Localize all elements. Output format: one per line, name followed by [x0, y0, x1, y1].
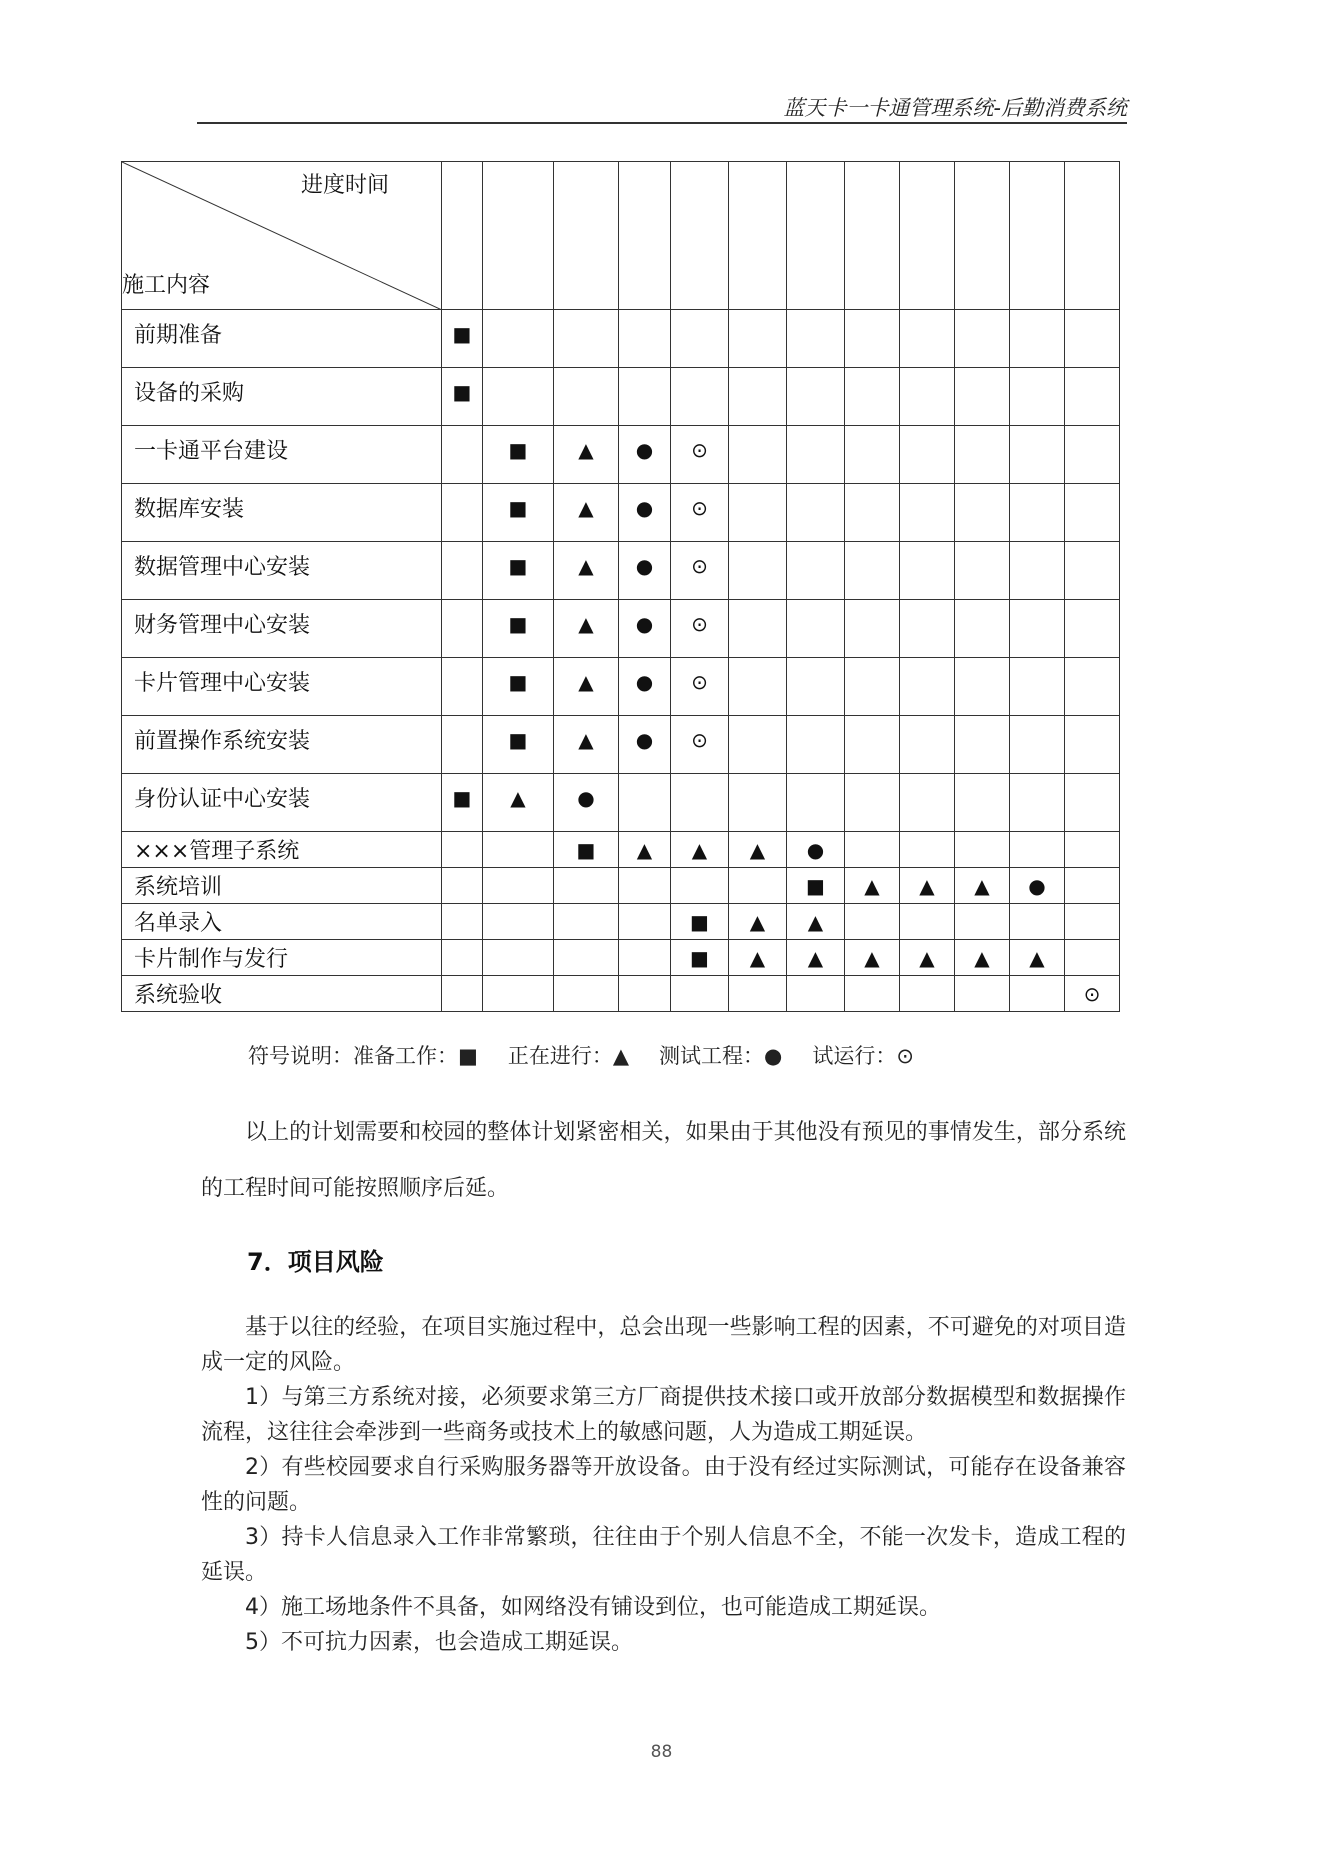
schedule-cell — [900, 976, 955, 1012]
schedule-cell — [671, 904, 729, 940]
schedule-cell — [442, 904, 483, 940]
schedule-cell — [671, 368, 729, 426]
schedule-symbol: ● — [635, 612, 654, 636]
schedule-cell — [619, 542, 671, 600]
schedule-symbol: ▲ — [691, 837, 708, 862]
schedule-cell — [955, 310, 1010, 368]
schedule-cell — [1065, 310, 1120, 368]
risk-item-text: 1）与第三方系统对接，必须要求第三方厂商提供技术接口或开放部分数据模型和数据操作流程，这往往会牵涉到一些商务或技术上的敏感问题，人为造成工期延误。 — [201, 1385, 1126, 1445]
schedule-cell — [554, 940, 619, 976]
schedule-cell — [671, 484, 729, 542]
schedule-symbol: ● — [806, 837, 825, 862]
schedule-cell — [787, 904, 845, 940]
schedule-cell — [1065, 658, 1120, 716]
schedule-cell — [1065, 368, 1120, 426]
schedule-cell — [1065, 426, 1120, 484]
schedule-cell — [900, 542, 955, 600]
schedule-cell — [671, 976, 729, 1012]
schedule-symbol: ■ — [452, 786, 472, 810]
schedule-cell — [900, 904, 955, 940]
schedule-cell — [955, 716, 1010, 774]
header-cell — [787, 162, 845, 310]
section-heading: 7．项目风险 — [247, 1248, 384, 1276]
schedule-cell — [787, 542, 845, 600]
schedule-cell — [900, 774, 955, 832]
legend-item-prepare: 准备工作：■ — [353, 1044, 478, 1068]
schedule-cell — [729, 940, 787, 976]
task-cell: 一卡通平台建设 — [122, 426, 442, 484]
schedule-cell — [483, 904, 554, 940]
legend-label: 符号说明： — [248, 1044, 353, 1068]
schedule-symbol: ● — [635, 438, 654, 462]
schedule-cell — [483, 310, 554, 368]
schedule-symbol: ■ — [508, 670, 528, 694]
schedule-symbol: ▲ — [919, 873, 935, 898]
schedule-symbol: ⊙ — [691, 728, 708, 752]
schedule-cell — [787, 868, 845, 904]
schedule-cell — [845, 904, 900, 940]
schedule-cell — [1065, 716, 1120, 774]
risk-item-text: 3）持卡人信息录入工作非常繁琐，往往由于个别人信息不全，不能一次发卡，造成工程的延误。 — [201, 1525, 1126, 1585]
risk-item-4 — [201, 1590, 1126, 1625]
legend-item-in-progress: 正在进行：▲ — [507, 1044, 629, 1068]
schedule-symbol: ⊙ — [1083, 981, 1101, 1006]
schedule-symbol: ▲ — [864, 945, 880, 970]
task-cell: 卡片制作与发行 — [122, 940, 442, 976]
table-row — [122, 868, 1120, 904]
schedule-cell — [442, 940, 483, 976]
schedule-cell — [619, 832, 671, 868]
schedule-cell — [1065, 976, 1120, 1012]
schedule-cell — [442, 832, 483, 868]
table-row — [122, 940, 1120, 976]
schedule-cell — [845, 940, 900, 976]
page-number: 88 — [650, 1742, 673, 1762]
schedule-cell — [619, 716, 671, 774]
schedule-symbol: ▲ — [578, 612, 594, 636]
risk-item-2 — [201, 1450, 1126, 1520]
schedule-cell — [483, 940, 554, 976]
schedule-cell — [554, 868, 619, 904]
schedule-symbol: ■ — [452, 322, 472, 346]
table-row — [122, 600, 1120, 658]
schedule-cell — [845, 600, 900, 658]
schedule-cell — [1065, 832, 1120, 868]
schedule-cell — [787, 484, 845, 542]
schedule-cell — [483, 774, 554, 832]
schedule-cell — [483, 368, 554, 426]
schedule-cell — [554, 774, 619, 832]
schedule-symbol: ● — [1028, 873, 1046, 898]
schedule-cell — [787, 368, 845, 426]
schedule-cell — [483, 832, 554, 868]
schedule-cell — [483, 542, 554, 600]
schedule-cell — [900, 310, 955, 368]
schedule-cell — [845, 542, 900, 600]
schedule-cell — [729, 600, 787, 658]
schedule-cell — [955, 868, 1010, 904]
schedule-cell — [900, 832, 955, 868]
task-cell: 设备的采购 — [122, 368, 442, 426]
schedule-cell — [619, 600, 671, 658]
schedule-cell — [483, 600, 554, 658]
task-cell: 数据管理中心安装 — [122, 542, 442, 600]
schedule-cell — [1065, 774, 1120, 832]
task-cell: 前置操作系统安装 — [122, 716, 442, 774]
schedule-cell — [845, 658, 900, 716]
schedule-cell — [554, 600, 619, 658]
schedule-symbol: ⊙ — [691, 554, 708, 578]
schedule-symbol: ▲ — [578, 496, 594, 520]
schedule-cell — [955, 542, 1010, 600]
schedule-cell — [729, 774, 787, 832]
schedule-symbol: ▲ — [974, 873, 990, 898]
header-cell — [554, 162, 619, 310]
schedule-cell — [787, 832, 845, 868]
schedule-cell — [729, 832, 787, 868]
schedule-cell — [619, 484, 671, 542]
schedule-cell — [442, 716, 483, 774]
table-row — [122, 774, 1120, 832]
schedule-cell — [787, 774, 845, 832]
schedule-cell — [554, 716, 619, 774]
schedule-symbol: ⊙ — [691, 612, 708, 636]
schedule-cell — [955, 976, 1010, 1012]
schedule-symbol: ■ — [508, 438, 528, 462]
schedule-cell — [442, 542, 483, 600]
schedule-cell — [845, 976, 900, 1012]
schedule-cell — [729, 368, 787, 426]
schedule-cell — [442, 310, 483, 368]
schedule-cell — [787, 426, 845, 484]
schedule-cell — [900, 658, 955, 716]
schedule-cell — [1010, 426, 1065, 484]
table-header-row — [122, 162, 1120, 310]
schedule-cell — [483, 426, 554, 484]
symbol-legend — [248, 1040, 944, 1070]
schedule-symbol: ■ — [508, 554, 528, 578]
task-cell: 前期准备 — [122, 310, 442, 368]
table-row — [122, 368, 1120, 426]
schedule-cell — [619, 976, 671, 1012]
risk-item-text: 2）有些校园要求自行采购服务器等开放设备。由于没有经过实际测试，可能存在设备兼容性的问题。 — [201, 1455, 1126, 1515]
schedule-cell — [955, 940, 1010, 976]
schedule-symbol: ▲ — [749, 909, 766, 934]
schedule-cell — [483, 484, 554, 542]
schedule-cell — [1010, 658, 1065, 716]
schedule-cell — [442, 484, 483, 542]
task-cell: 系统验收 — [122, 976, 442, 1012]
schedule-symbol: ▲ — [578, 670, 594, 694]
schedule-cell — [483, 976, 554, 1012]
schedule-cell — [900, 600, 955, 658]
schedule-symbol: ▲ — [974, 945, 990, 970]
table-row — [122, 484, 1120, 542]
table-row — [122, 904, 1120, 940]
schedule-symbol: ▲ — [749, 945, 766, 970]
schedule-cell — [619, 904, 671, 940]
legend-item-trial-run: 试运行：⊙ — [812, 1044, 914, 1068]
schedule-symbol: ▲ — [1029, 945, 1045, 970]
schedule-cell — [955, 484, 1010, 542]
schedule-cell — [671, 940, 729, 976]
schedule-cell — [787, 716, 845, 774]
schedule-cell — [671, 832, 729, 868]
schedule-cell — [442, 868, 483, 904]
risk-item-5 — [201, 1625, 1126, 1660]
schedule-cell — [442, 368, 483, 426]
schedule-cell — [619, 940, 671, 976]
header-title: 蓝天卡一卡通管理系统-后勤消费系统 — [783, 96, 1127, 120]
schedule-cell — [729, 310, 787, 368]
task-cell: ×××管理子系统 — [122, 832, 442, 868]
risk-item-1 — [201, 1380, 1126, 1450]
header-cell — [619, 162, 671, 310]
schedule-symbol: ■ — [690, 909, 709, 934]
table-row — [122, 976, 1120, 1012]
schedule-cell — [955, 658, 1010, 716]
schedule-cell — [955, 368, 1010, 426]
intro-paragraph — [201, 1105, 1126, 1217]
schedule-cell — [787, 310, 845, 368]
task-cell: 卡片管理中心安装 — [122, 658, 442, 716]
schedule-symbol: ▲ — [578, 438, 594, 462]
schedule-cell — [619, 310, 671, 368]
schedule-symbol: ■ — [452, 380, 472, 404]
risk-intro-paragraph — [201, 1310, 1126, 1380]
schedule-cell — [442, 658, 483, 716]
schedule-symbol: ⊙ — [691, 438, 708, 462]
schedule-cell — [900, 940, 955, 976]
schedule-cell — [955, 426, 1010, 484]
schedule-cell — [619, 426, 671, 484]
schedule-cell — [671, 868, 729, 904]
table-row — [122, 658, 1120, 716]
schedule-symbol: ■ — [690, 945, 709, 970]
schedule-cell — [729, 658, 787, 716]
schedule-cell — [671, 658, 729, 716]
schedule-cell — [1010, 904, 1065, 940]
schedule-cell — [442, 774, 483, 832]
schedule-cell — [787, 600, 845, 658]
header-cell — [955, 162, 1010, 310]
schedule-cell — [900, 484, 955, 542]
schedule-symbol: ● — [635, 554, 654, 578]
schedule-symbol: ▲ — [578, 554, 594, 578]
schedule-cell — [671, 310, 729, 368]
table-row — [122, 832, 1120, 868]
intro-paragraph-text: 以上的计划需要和校园的整体计划紧密相关，如果由于其他没有预见的事情发生，部分系统的工程时间可能按照顺序后延。 — [201, 1120, 1126, 1201]
schedule-symbol: ■ — [508, 612, 528, 636]
schedule-cell — [619, 368, 671, 426]
schedule-cell — [900, 368, 955, 426]
schedule-cell — [619, 658, 671, 716]
schedule-symbol: ▲ — [749, 837, 766, 862]
schedule-cell — [1010, 484, 1065, 542]
schedule-cell — [442, 426, 483, 484]
header-cell — [483, 162, 554, 310]
header-cell — [442, 162, 483, 310]
schedule-cell — [1010, 310, 1065, 368]
header-cell — [845, 162, 900, 310]
header-rule — [197, 122, 1127, 124]
legend-item-testing: 测试工程：● — [659, 1044, 783, 1068]
schedule-cell — [1010, 832, 1065, 868]
schedule-cell — [1010, 716, 1065, 774]
corner-label-time: 进度时间 — [300, 173, 389, 198]
table-row — [122, 716, 1120, 774]
schedule-symbol: ▲ — [864, 873, 880, 898]
schedule-cell — [442, 600, 483, 658]
risk-intro-text: 基于以往的经验，在项目实施过程中，总会出现一些影响工程的因素，不可避免的对项目造成一定的风险。 — [201, 1315, 1126, 1375]
corner-label-content: 施工内容 — [122, 273, 211, 298]
schedule-symbol: ▲ — [807, 909, 824, 934]
schedule-cell — [955, 600, 1010, 658]
schedule-cell — [729, 542, 787, 600]
schedule-cell — [483, 658, 554, 716]
schedule-cell — [845, 426, 900, 484]
schedule-symbol: ▲ — [807, 945, 824, 970]
schedule-cell — [554, 832, 619, 868]
schedule-symbol: ● — [635, 496, 654, 520]
schedule-cell — [483, 868, 554, 904]
schedule-cell — [729, 484, 787, 542]
schedule-cell — [554, 368, 619, 426]
schedule-cell — [900, 426, 955, 484]
table-row — [122, 542, 1120, 600]
schedule-cell — [1065, 904, 1120, 940]
table-row — [122, 426, 1120, 484]
schedule-cell — [1065, 868, 1120, 904]
schedule-cell — [1065, 940, 1120, 976]
schedule-symbol: ▲ — [510, 786, 526, 810]
schedule-cell — [1065, 542, 1120, 600]
schedule-symbol: ⊙ — [691, 670, 708, 694]
schedule-cell — [900, 716, 955, 774]
schedule-cell — [955, 774, 1010, 832]
schedule-cell — [442, 976, 483, 1012]
schedule-cell — [729, 426, 787, 484]
schedule-cell — [554, 310, 619, 368]
task-cell: 数据库安装 — [122, 484, 442, 542]
schedule-symbol: ● — [577, 786, 595, 810]
schedule-symbol: ▲ — [578, 728, 594, 752]
task-cell: 系统培训 — [122, 868, 442, 904]
schedule-cell — [1010, 600, 1065, 658]
schedule-symbol: ■ — [508, 496, 528, 520]
schedule-cell — [1065, 484, 1120, 542]
schedule-cell — [671, 774, 729, 832]
risk-item-text: 5）不可抗力因素，也会造成工期延误。 — [245, 1630, 633, 1655]
schedule-cell — [845, 310, 900, 368]
schedule-cell — [554, 976, 619, 1012]
schedule-cell — [787, 658, 845, 716]
schedule-cell — [845, 774, 900, 832]
schedule-symbol: ■ — [508, 728, 528, 752]
schedule-symbol: ▲ — [919, 945, 935, 970]
schedule-cell — [845, 484, 900, 542]
header-cell — [1065, 162, 1120, 310]
task-cell: 财务管理中心安装 — [122, 600, 442, 658]
header-cell — [900, 162, 955, 310]
schedule-cell — [1010, 774, 1065, 832]
schedule-cell — [554, 542, 619, 600]
schedule-cell — [845, 868, 900, 904]
schedule-table — [121, 161, 1120, 1012]
schedule-cell — [554, 484, 619, 542]
schedule-cell — [787, 976, 845, 1012]
task-cell: 名单录入 — [122, 904, 442, 940]
schedule-cell — [900, 868, 955, 904]
schedule-cell — [671, 542, 729, 600]
schedule-cell — [554, 658, 619, 716]
schedule-cell — [1010, 868, 1065, 904]
schedule-cell — [619, 868, 671, 904]
schedule-symbol: ■ — [806, 873, 825, 898]
schedule-cell — [729, 716, 787, 774]
schedule-cell — [1010, 976, 1065, 1012]
schedule-cell — [1010, 542, 1065, 600]
schedule-cell — [955, 904, 1010, 940]
risk-item-3 — [201, 1520, 1126, 1590]
schedule-symbol: ■ — [576, 837, 596, 862]
risk-item-text: 4）施工场地条件不具备，如网络没有铺设到位，也可能造成工期延误。 — [245, 1595, 941, 1620]
schedule-cell — [845, 368, 900, 426]
schedule-cell — [483, 716, 554, 774]
schedule-symbol: ● — [635, 728, 654, 752]
schedule-symbol: ● — [635, 670, 654, 694]
header-cell — [1010, 162, 1065, 310]
schedule-cell — [729, 976, 787, 1012]
schedule-cell — [1010, 368, 1065, 426]
schedule-cell — [845, 716, 900, 774]
schedule-symbol: ▲ — [636, 837, 653, 862]
schedule-cell — [955, 832, 1010, 868]
schedule-cell — [671, 426, 729, 484]
header-cell — [729, 162, 787, 310]
schedule-cell — [1065, 600, 1120, 658]
schedule-cell — [619, 774, 671, 832]
schedule-cell — [671, 716, 729, 774]
table-row — [122, 310, 1120, 368]
schedule-cell — [554, 904, 619, 940]
table-corner-cell — [122, 162, 442, 310]
schedule-symbol: ⊙ — [691, 496, 708, 520]
schedule-cell — [1010, 940, 1065, 976]
schedule-cell — [729, 868, 787, 904]
schedule-cell — [554, 426, 619, 484]
schedule-cell — [845, 832, 900, 868]
task-cell: 身份认证中心安装 — [122, 774, 442, 832]
schedule-cell — [787, 940, 845, 976]
schedule-cell — [671, 600, 729, 658]
schedule-cell — [729, 904, 787, 940]
header-cell — [671, 162, 729, 310]
